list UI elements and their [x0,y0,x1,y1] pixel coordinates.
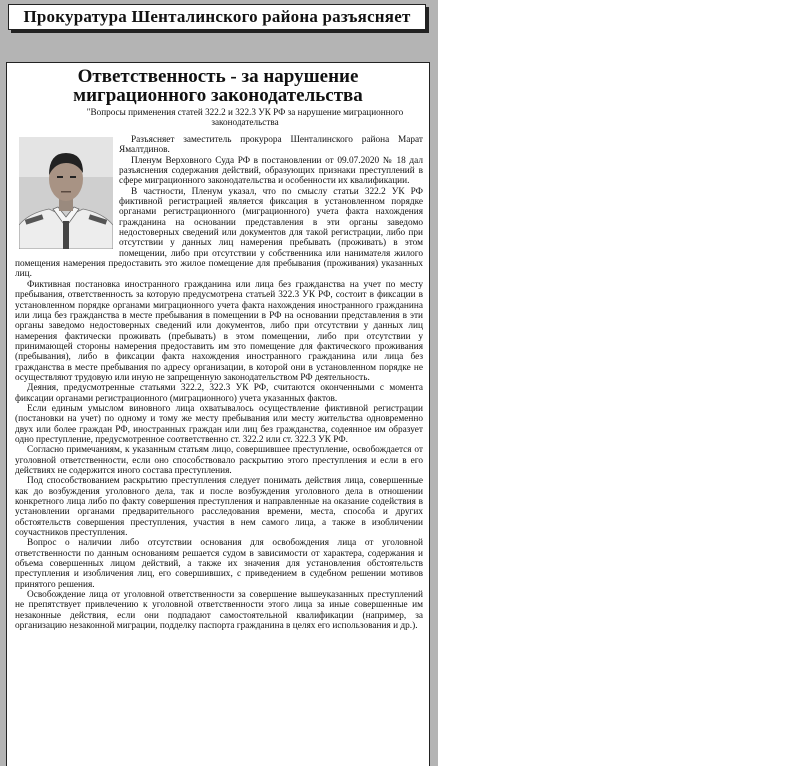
article-subtitle: "Вопросы применения статей 322.2 и 322.3 УК РФ за нарушение миграционного законодательства [86,107,404,127]
paragraph-release: Освобождение лица от уголовной ответственности за совершение вышеуказанных преступлений не препятствует привлечению к уголовной ответственности этого лица за иные совершенные им незаконные действия, если они подпадают самостоятельной квалификации (например, за организацию незаконной миграции, подделку паспорта гражданина в целях его использования и др.). [15,590,423,632]
paragraph-article-322-3: Фиктивная постановка иностранного гражданина или лица без гражданства на учет по месту пребывания, ответственность за которую предусмотрена статьей 322.3 УК РФ, состоит в фиксации в установленном порядке органами миграционного учета факта нахождения иностранного гражданина или лица без гражданства в месте пребывания в помещении в РФ на основании представления в эти органы заведомо недостоверных сведений или документов, либо при отсутствии у данных лиц намерения фактически проживать (пребывать) в этом помещении, либо при отсутствии у принимающей стороны намерения предоставить им это помещение для фактического проживания (пребывания), либо в фиксации факта нахождения иностранного гражданина или лица без гражданства в месте пребывания по адресу организации, в которой они в установленном порядке не осуществляют трудовую или иную не запрещенную законодательством РФ деятельность. [15,279,423,383]
paragraph-article-322-2: В частности, Пленум указал, что по смыслу статьи 322.2 УК РФ фиктивной регистрацией является фиксация в установленном порядке органами регистрационного (миграционного) учета факта нахождения гражданина на основании представления в эти органы заведомо недостоверных сведений или документов для такой регистрации, либо при отсутствии у данных лиц намерения пребывать (проживать) в этом помещении, либо при отсутствии у собственника или нанимателя жилого помещения намерения предоставить это жилое помещение для пребывания (проживания) указанных лиц. [15,186,423,280]
article-body [15,135,423,632]
paragraph-assistance: Под способствованием раскрытию преступления следует понимать действия лица, совершенные как до возбуждения уголовного дела, так и после возбуждения уголовного дела в отношении конкретного лица либо по факту совершения преступления и направленные на оказание содействия в установлении органами предварительного расследования времени, места, способа и других обстоятельств совершения преступления, участия в нем самого лица, а также в изобличении соучастников преступления. [15,476,423,539]
paragraph-notes: Согласно примечаниям, к указанным статьям лицо, совершившее преступление, освобождается от уголовной ответственности, если оно способствовало раскрытию этого преступления и если в его действиях не содержится иного состава преступления. [15,445,423,476]
paragraph-single-intent: Если единым умыслом виновного лица охватывалось осуществление фиктивной регистрации (постановки на учет) по одному и тому же месту пребывания или месту жительства одновременно двух или более граждан РФ, иностранных граждан или лиц без гражданства, содеянное им образует одно преступление, предусмотренное соответственно ст. 322.2 или ст. 322.3 УК РФ. [15,403,423,445]
section-header: Прокуратура Шенталинского района разъясняет [8,4,426,30]
article-title: Ответственность - за нарушение миграционного законодательства [73,66,363,106]
paragraph-author: Разъясняет заместитель прокурора Шенталинского района Марат Ямалтдинов. [119,135,423,156]
paragraph-court-decision: Вопрос о наличии либо отсутствии основания для освобождения лица от уголовной ответственности по данным основаниям решается судом в зависимости от характера, содержания и объема совершенных лицом действий, а также их значения для установления обстоятельств преступления и изобличения лиц, его совершивших, с приведением в судебном решении мотивов принятого решения. [15,538,423,590]
paragraph-completed-acts: Деяния, предусмотренные статьями 322.2, 322.3 УК РФ, считаются оконченными с момента фиксации органами регистрационного (миграционного) учета указанных фактов. [15,383,423,404]
article-block [6,62,430,766]
paragraph-plenum: Пленум Верховного Суда РФ в постановлении от 09.07.2020 № 18 дал разъяснения содержания действий, образующих признаки преступлений в сфере миграционного законодательства и особенности их квалификации. [119,155,423,187]
